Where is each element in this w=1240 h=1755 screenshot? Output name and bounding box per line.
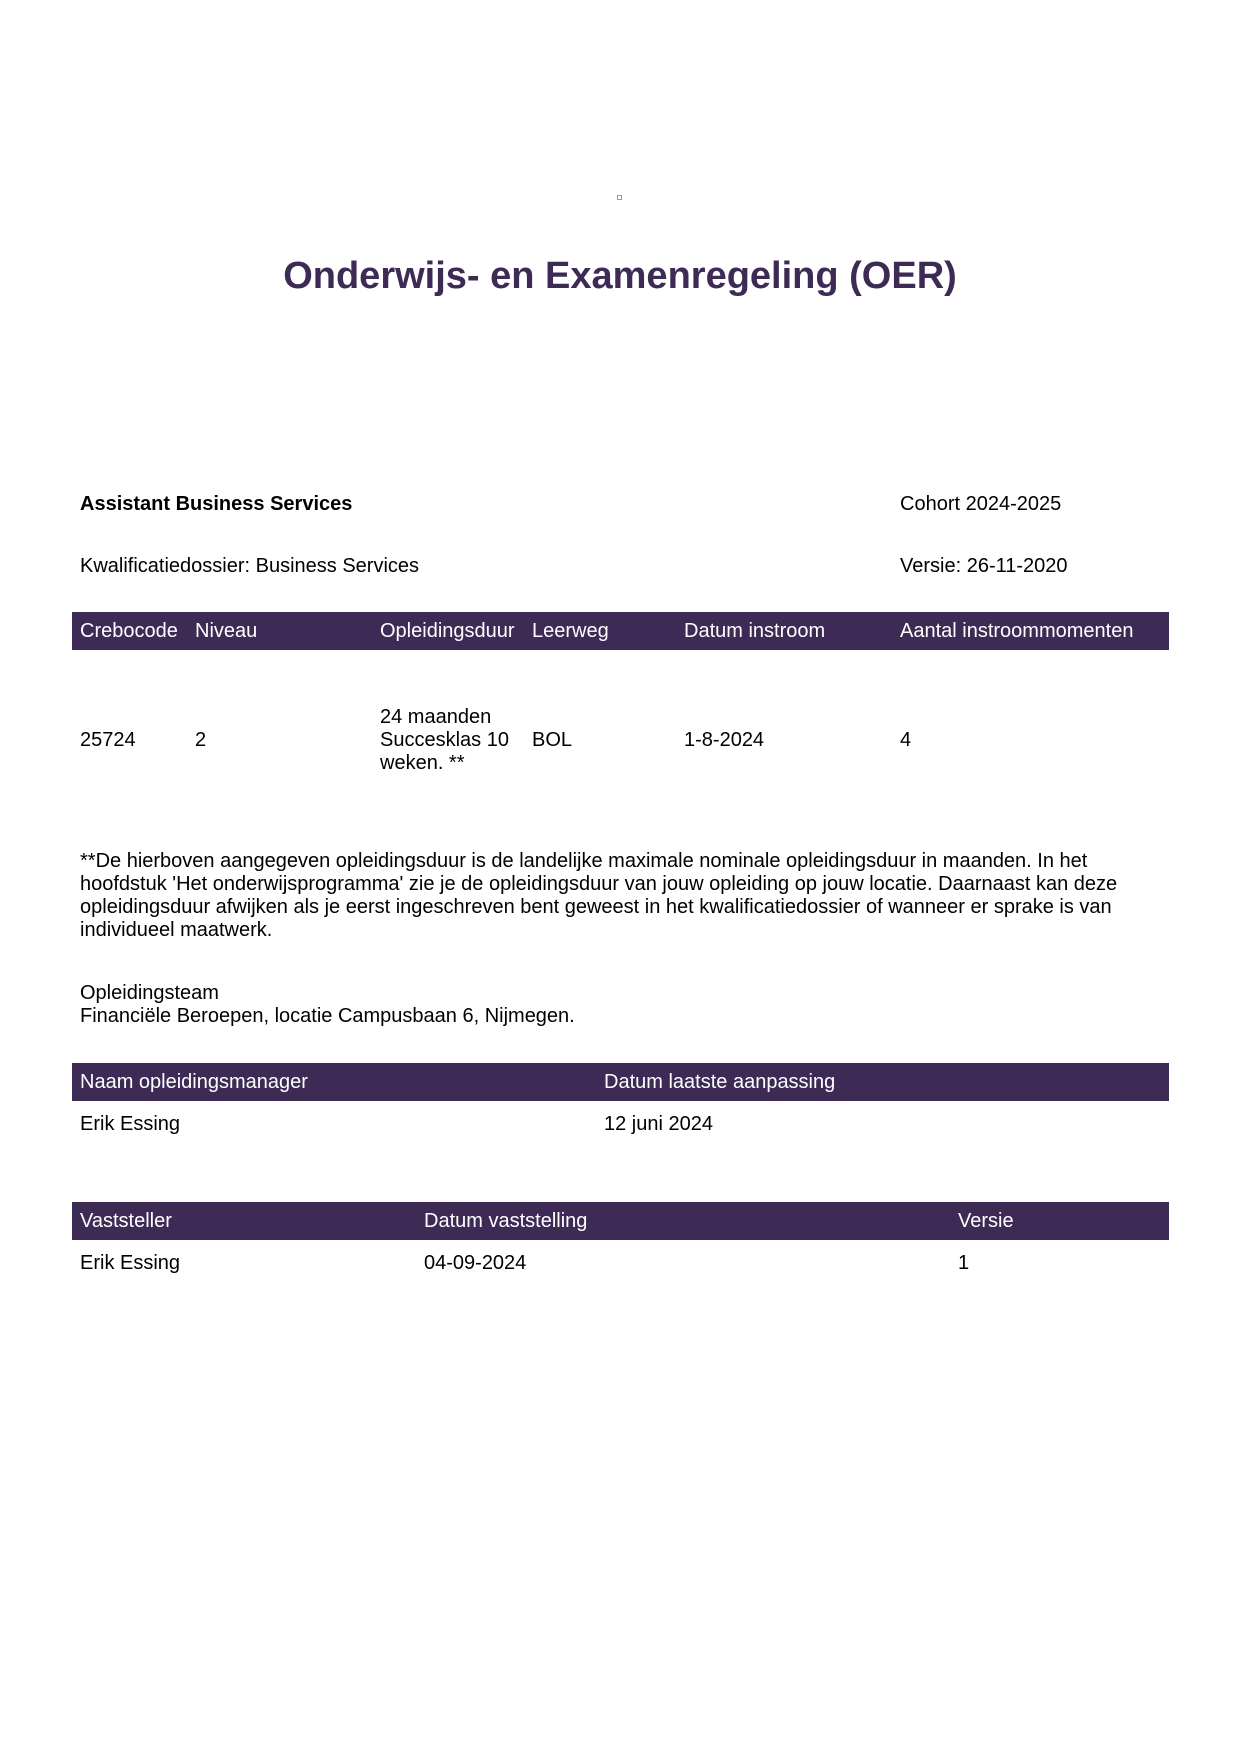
header-datum-instroom: Datum instroom [684,620,826,642]
header-instroommomenten: Aantal instroommomenten [900,620,1134,642]
program-table-header [72,612,1169,650]
cell-last-modified: 12 juni 2024 [604,1113,713,1135]
cell-crebocode: 25724 [80,729,136,751]
cell-datum-instroom: 1-8-2024 [684,729,765,751]
cohort-label: Cohort 2024-2025 [900,493,1062,515]
header-vaststeller: Vaststeller [80,1210,172,1232]
cell-instroommomenten: 4 [900,729,912,751]
header-last-modified: Datum laatste aanpassing [604,1071,836,1093]
logo-placeholder-icon [617,195,622,200]
program-name: Assistant Business Services [80,493,353,515]
manager-table-header [72,1063,1169,1101]
header-niveau: Niveau [195,620,258,642]
header-versie: Versie [958,1210,1014,1232]
cell-niveau: 2 [195,729,207,751]
team-label: Opleidingsteam [80,982,219,1004]
header-opleidingsduur: Opleidingsduur [380,620,515,642]
duration-line-3: weken. ** [380,752,465,774]
header-datum-vaststelling: Datum vaststelling [424,1210,588,1232]
approval-table-header [72,1202,1169,1240]
page-title: Onderwijs- en Examenregeling (OER) [283,255,957,297]
header-crebocode: Crebocode [80,620,178,642]
cell-manager-name: Erik Essing [80,1113,181,1135]
header-manager-name: Naam opleidingsmanager [80,1071,308,1093]
duration-line-2: Succesklas 10 [380,729,509,751]
footnote: **De hierboven aangegeven opleidingsduur is de landelijke maximale nominale opleidingsduur in maanden. In het hoofdstuk 'Het onderwijsprogramma' zie je de opleidingsduur van jouw opleiding op jouw locatie. Daarnaast kan deze opleidingsduur afwijken als je eerst ingeschreven bent geweest in het kwalificatiedossier of wanneer er sprake is van individueel maatwerk. [80,850,1118,941]
cell-opleidingsduur [380,706,509,775]
cell-datum-vaststelling: 04-09-2024 [424,1252,527,1274]
cell-versie: 1 [958,1252,970,1274]
qualification-file: Kwalificatiedossier: Business Services [80,555,420,577]
version-date: Versie: 26-11-2020 [900,555,1068,577]
cell-vaststeller: Erik Essing [80,1252,181,1274]
team-location: Financiële Beroepen, locatie Campusbaan 6, Nijmegen. [80,1005,575,1027]
duration-line-1: 24 maanden [380,706,492,728]
header-leerweg: Leerweg [532,620,609,642]
cell-leerweg: BOL [532,729,573,751]
